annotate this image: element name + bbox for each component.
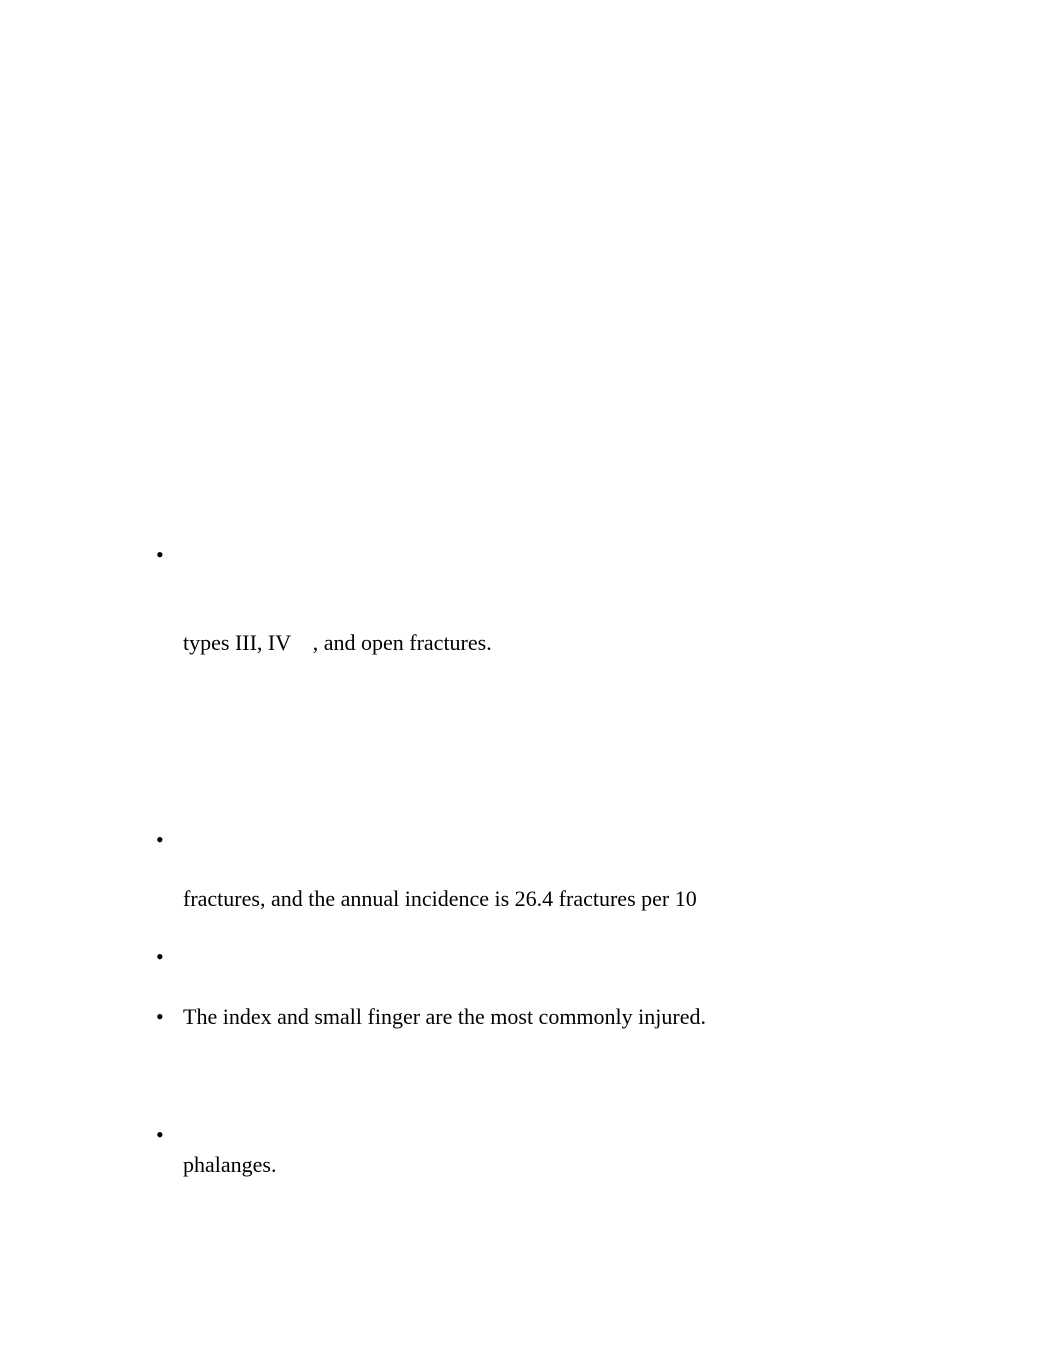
list-bullet: • bbox=[156, 1122, 164, 1147]
list-item-text: The index and small finger are the most commonly injured. bbox=[183, 1004, 706, 1029]
list-bullet: • bbox=[156, 827, 164, 852]
list-item-text: types III, IV , and open fractures. bbox=[183, 630, 492, 655]
list-bullet: • bbox=[156, 944, 164, 969]
list-item-text: fractures, and the annual incidence is 26.4 fractures per 10 bbox=[183, 886, 697, 911]
list-item-text: phalanges. bbox=[183, 1152, 277, 1177]
list-bullet: • bbox=[156, 1004, 164, 1029]
list-bullet: • bbox=[156, 542, 164, 567]
